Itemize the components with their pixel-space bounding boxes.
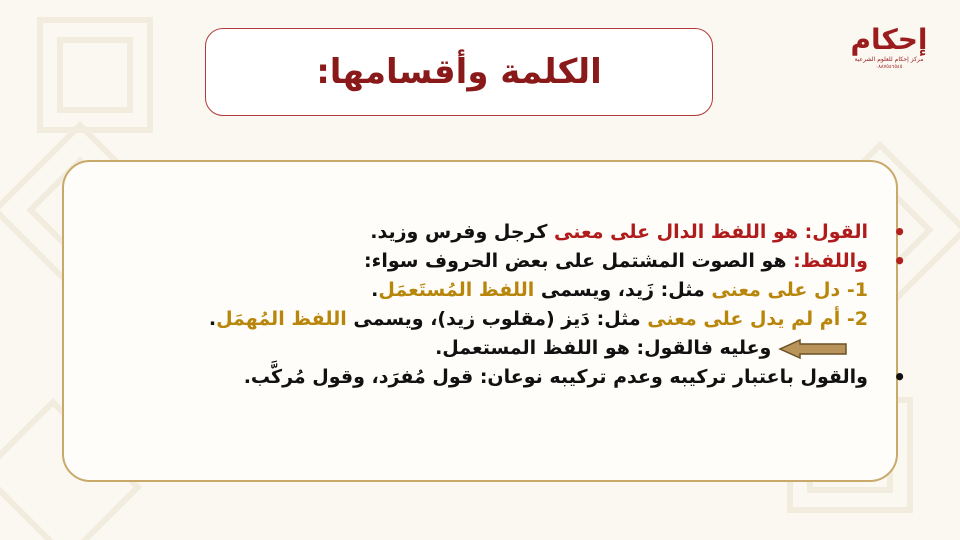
logo-name: إحكام: [850, 23, 928, 56]
content-lines: [108, 218, 906, 392]
line-mustamal: [108, 276, 868, 305]
mid-2: مثل: دَيز (مقلوب زيد)، ويسمى: [346, 308, 648, 330]
bullet-icon: •: [893, 249, 906, 273]
lead-2: أم لم يدل على معنى: [647, 308, 841, 330]
num-1: 1-: [840, 279, 868, 301]
term-qawl: القول:: [804, 221, 868, 243]
mid-1: مثل: زَيد، ويسمى: [534, 279, 712, 301]
types-text: والقول باعتبار تركيبه وعدم تركيبه نوعان: قول مُفرَد، وقول مُركَّب.: [243, 366, 868, 388]
line-conclusion: [108, 334, 868, 363]
slide-title: الكلمة وأقسامها:: [316, 52, 602, 92]
logo-subtitle: مركز إحكام للعلوم الشرعية: [854, 56, 924, 63]
end-2: .: [208, 308, 217, 330]
lead-1: دل على معنى: [711, 279, 841, 301]
def-qawl: هو اللفظ الدال على معنى: [554, 221, 799, 243]
title-box: [205, 28, 713, 116]
line-muhmal: [108, 305, 868, 334]
line-lafz: [108, 247, 906, 276]
arrow-left-icon: [778, 339, 848, 359]
line-types: [108, 363, 906, 392]
term-lafz: واللفظ:: [793, 250, 868, 272]
line-qawl: [108, 218, 906, 247]
num-2: 2-: [840, 308, 868, 330]
logo-number: ٠٨٨٧٥٤٦٥٤٥: [875, 64, 903, 70]
bullet-icon: •: [893, 365, 906, 389]
conclusion-text: وعليه فالقول: هو اللفظ المستعمل.: [435, 337, 772, 359]
name-muhmal: اللفظ المُهمَل: [216, 308, 347, 330]
name-mustamal: اللفظ المُستَعمَل: [378, 279, 535, 301]
def-lafz: هو الصوت المشتمل على بعض الحروف سواء:: [364, 250, 794, 272]
end-1: .: [371, 279, 379, 301]
example-qawl: كرجل وفرس وزيد.: [370, 221, 555, 243]
bullet-icon: •: [893, 220, 906, 244]
logo: [848, 24, 930, 94]
